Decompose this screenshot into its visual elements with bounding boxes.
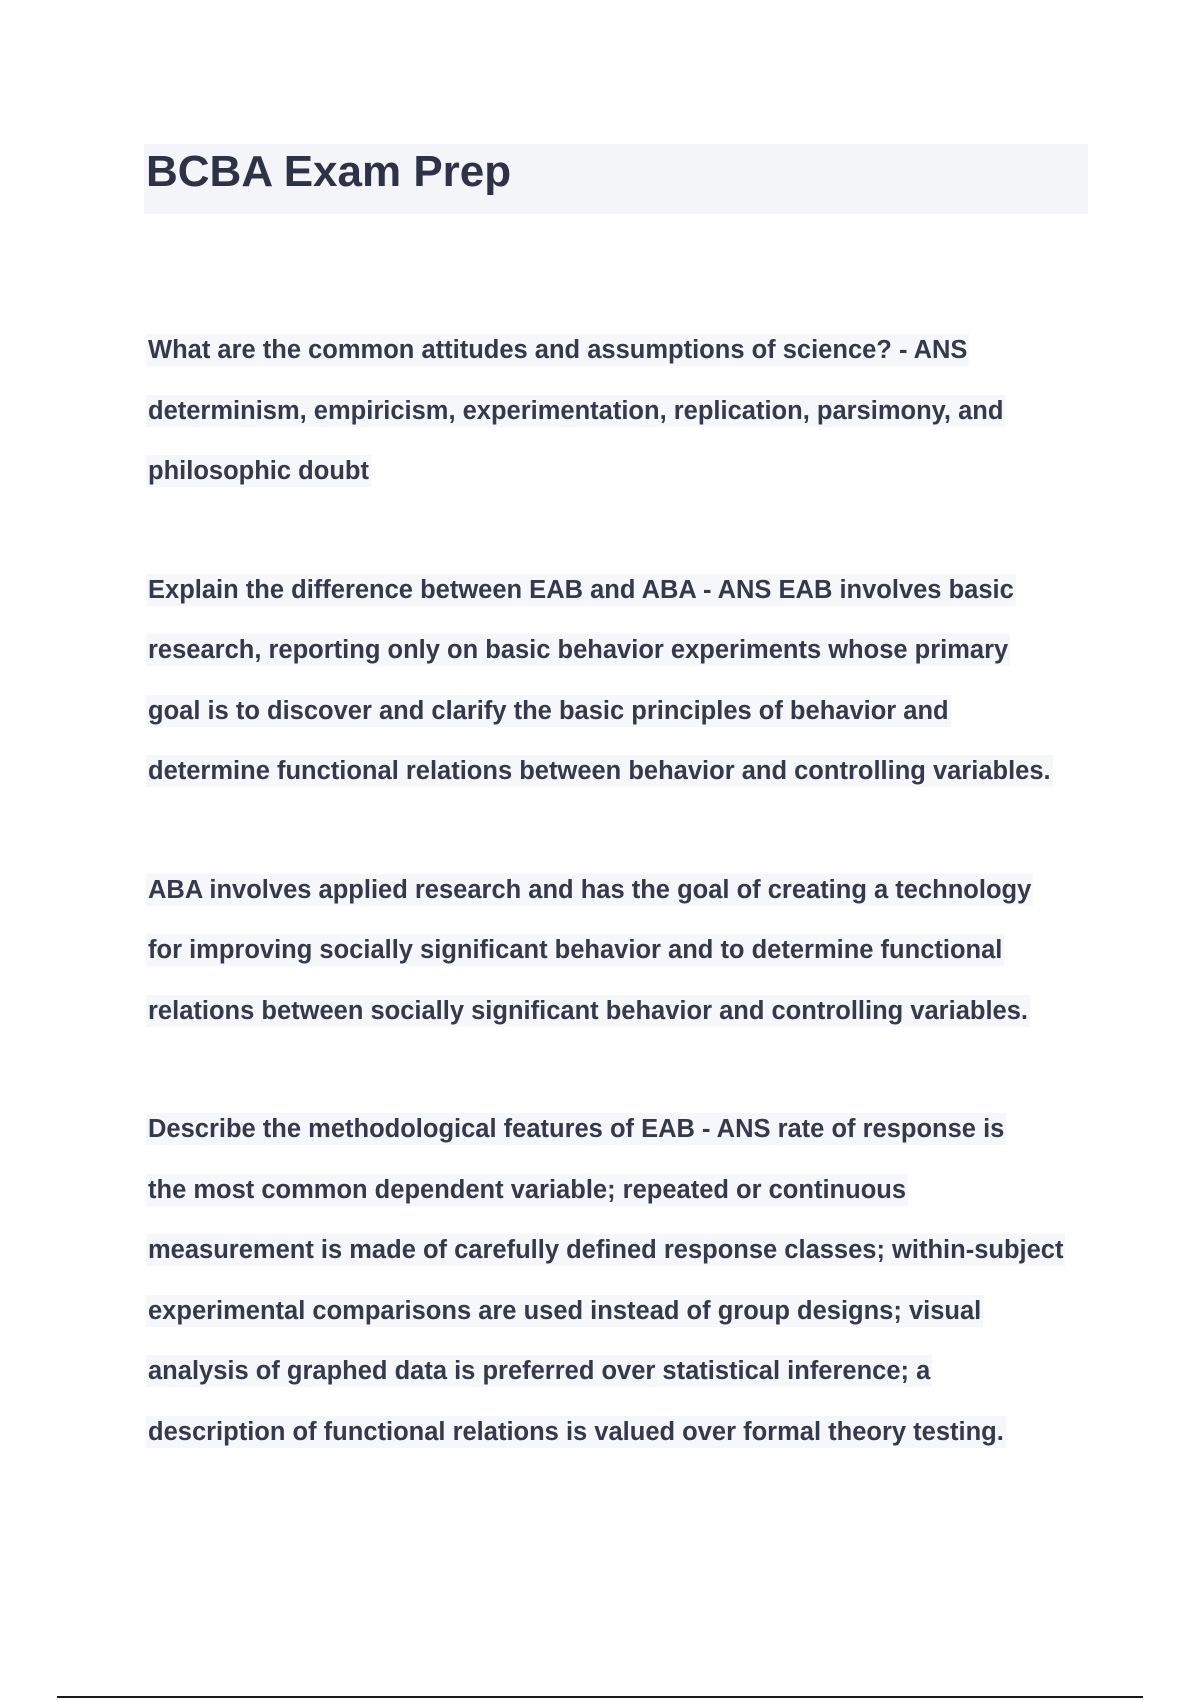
text-line-content: description of functional relations is valued over formal theory testing. [148, 1417, 1004, 1446]
text-line [146, 745, 1091, 806]
page-title: BCBA Exam Prep [146, 147, 512, 196]
document-body [146, 324, 1091, 1524]
text-line [146, 864, 1091, 925]
question-card [146, 564, 1091, 806]
text-line [146, 685, 1091, 746]
text-line-content: analysis of graphed data is preferred over statistical inference; a [148, 1357, 931, 1385]
text-line-content: experimental comparisons are used instead of group designs; visual [148, 1296, 982, 1325]
text-line-content: What are the common attitudes and assumptions of science? - ANS [148, 336, 968, 364]
text-line [146, 564, 1091, 625]
text-line [146, 924, 1091, 985]
text-line [146, 985, 1091, 1046]
text-line [146, 1224, 1091, 1285]
text-line-content: for improving socially significant behavior and to determine functional [148, 936, 1003, 964]
text-line-content: Explain the difference between EAB and ABA - ANS EAB involves basic [148, 575, 1014, 604]
text-line-content: research, reporting only on basic behavior experiments whose primary [148, 636, 1009, 664]
text-line [146, 624, 1091, 685]
text-line [146, 1103, 1091, 1164]
text-line-content: relations between socially significant behavior and controlling variables. [148, 996, 1028, 1025]
page-bottom-rule [57, 1696, 1143, 1698]
text-line-content: determinism, empiricism, experimentation, replication, parsimony, and [148, 396, 1004, 425]
question-card [146, 324, 1091, 506]
text-line-content: Describe the methodological features of EAB - ANS rate of response is [148, 1115, 1005, 1143]
text-line-content: philosophic doubt [148, 457, 369, 485]
text-line [146, 1345, 1091, 1406]
question-card [146, 1103, 1091, 1466]
text-line [146, 324, 1091, 385]
text-line-content: ABA involves applied research and has the goal of creating a technology [148, 875, 1032, 904]
answer-continuation [146, 864, 1091, 1046]
text-line [146, 385, 1091, 446]
text-line [146, 1164, 1091, 1225]
text-line-content: the most common dependent variable; repeated or continuous [148, 1175, 907, 1204]
text-line [146, 445, 1091, 506]
text-line-content: measurement is made of carefully defined response classes; within-subject [148, 1236, 1064, 1264]
text-line-content: goal is to discover and clarify the basic principles of behavior and [148, 696, 949, 725]
text-line [146, 1285, 1091, 1346]
text-line-content: determine functional relations between behavior and controlling variables. [148, 757, 1051, 785]
text-line [146, 1406, 1091, 1467]
